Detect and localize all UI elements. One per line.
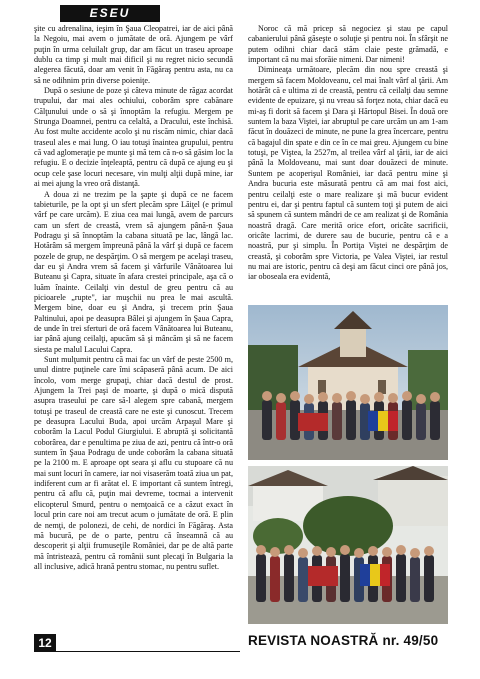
paragraph: A doua zi ne trezim pe la şapte şi după ce ne facem tabieturile, pe la opt şi un sfert plecăm spre Lăiţel (e primul vârf pe care urcăm). E ziua cea mai lungă, avem de parcurs cam un sfert de creastă, vrem să ajungem până-n Şaua Podragu şi să înnoptăm la cabana situată pe lac, lângă lac. Hotărâm să mergem împreună până la vârf şi după ce facem pozele de grup, ne despărţim. O să mergem pe acelaşi traseu, dar eu şi Andra vrem să facem şi vârfurile Vânătoarea lui Buteanu şi Capra, situate în afara crestei principale, aşa că o luăm înainte. Ceilalţi vin destul de greu pentru că au picioarele „rupte", iar muşchii nu prea le mai ascultă. Mergem bine, doar eu şi Andra, şi trecem prin Şaua Paltinului, apoi pe deasupra Bâlei şi ajungem în Şaua Capra, de unde în trei sferturi de oră facem Vânătoarea lui Buteanu, iar până ajung ceilalţi, apucăm să şi mâncăm şi să ne facem siesta pe malul Lacului Capra.: [34, 189, 233, 354]
paragraph: şite cu adrenalina, ieşim în Şaua Cleopatrei, iar de aici până la Negoiu, mai avem o jumătate de oră. Ajungem pe vârf puţin în urma celuilalt grup, dar am făcut un traseu aproape dublu ca timp şi mult mai dificil şi nu regret nicio secundă alegerea făcută, doar am venit în Făgăraş pentru asta, nu ca să ne odihnim prin diverse poieniţe.: [34, 24, 233, 85]
group-photo-monastery: [248, 305, 448, 460]
page-number: 12: [34, 634, 56, 652]
footer-divider: [56, 651, 240, 652]
article-column-right: [248, 24, 448, 302]
article-column-left: [34, 24, 233, 634]
monastery-photo-illustration: [248, 305, 448, 460]
paragraph: Sunt mulţumit pentru că mai fac un vârf de peste 2500 m, unul dintre puţinele care îmi scăpaseră până acum. De aici încolo, vom merge grupaţi, chiar dacă destul de prost. Ajungem la Trei paşi de moarte, şi după o mică dispută asupra traseului pe care să-l alegem spre cabană, mergem totuşi pe traseul de creastă care ne este şi cunoscut. Trecem pe deasupra Lacului Buda, apoi urcăm Arpaşul Mare şi coborâm la Lacul Podul Giurgiului. E abruptă şi solicitantă coborârea, dar e penultima pe ziua de azi, pentru că într-o oră suntem în Şaua Podragu de unde coborâm la cabana situată pe la 2100 m. E aproape opt seara şi aflu cu stupoare că nu mai sunt locuri în camere, iar noi visaserăm toată ziua un pat, indiferent cum ar fi arătat el. E important că suntem întregi, pentru că aflu că, puţin mai devreme, tocmai a intervenit elicopterul Smurd, pentru o nemţoaică ce a căzut exact în locul prin care noi am trecut acum o jumătate de oră. E plin de nemţi, de polonezi, de cehi, de nordici în Făgăraş. Asta mă bucură, pe de o parte, pentru că înseamnă că au descoperit şi alţii frumuseţile României, dar pe de altă parte mă întristează, pentru că românii sunt plecaţi în Bulgaria la all inclusive, adică hrană pentru stomac, nu pentru suflet.: [34, 355, 233, 571]
paragraph: După o sesiune de poze şi câteva minute de răgaz acordat trupului, dar mai ales ochiului, coborâm spre cabănare Călţunului unde o să şi înnoptăm la refugiu. Mergem pe Strunga Doamnei, pentru ca celaltă, a Dracului, este închisă. Au fost multe accidente acolo şi nu riscăm nimic, chiar dacă traseul ales e mai lung. O iau totuşi înaintea grupului, pentru că vad aglomeraţie pe munte şi mă tem că n-o să găsim loc la refugiu. E o decizie înţeleaptă, pentru că după ce ajung eu şi ocup cele şase locuri necesare, vin mulţi alţii după mine, iar ai mei ajung la vreo oră distanţă.: [34, 86, 233, 189]
section-label: ESEU: [60, 5, 160, 22]
garden-photo-illustration: [248, 466, 448, 624]
paragraph: Dimineaţa următoare, plecăm din nou spre creastă şi mergem să facem Moldoveanu, cel mai înalt vârf al ţării. Am hotărât că e ultima zi de creastă, pentru că ceilalţi dau semne evidente de epuizare, şi nu vreau să forţez nota, chiar dacă eu mi-aş fi dorit să facem şi Dara şi Hărtopul Bisei. În două ore suntem la baza Viştei, iar abruptul pe care urcăm un am 1-am făcut în douăzeci de minute, ne pune la grea încercare, pentru că bagajul din spate e din ce în ce mai greu. Ajungem cu bine totuşi, pe Viştea, la 2527m, al treilea vârf al ţării, iar de aici până la Moldoveanu, mai sunt doar douăzeci de minute. Suntem pe acoperişul României, iar dacă pentru mine şi Andra bucuria este măsurată pentru că am mai fost aici, pentru ceilalţi este o mare realizare şi mă bucur evident pentru ei, dar şi pentru faptul că suntem toţi şi putem de aici să spunem că suntem mândri de ce am realizat şi de România noastră dragă. Care merită orice efort, oricâte sacrificii, oricâte lacrimi, de durere sau de bucurie, pentru că e a noastră, pur şi simplu. În Portiţa Viştei ne despărţim de creastă, şi coborâm spre Victoria, pe Valea Viştei, iar restul nu mai are istoric, pentru că deşi am făcut cinci ore până jos, iar oboseala era evidentă,: [248, 65, 448, 282]
group-photo-garden: [248, 466, 448, 624]
magazine-title: REVISTA NOASTRĂ nr. 49/50: [248, 633, 439, 648]
paragraph: Noroc că mă pricep să negociez şi stau pe capul cabanierului până găseşte o soluţie şi pentru noi. În sfârşit ne putem odihni chiar dacă stăm claie peste grămadă, e important că nu mai sforăie nimeni. Dar nimeni!: [248, 24, 448, 65]
